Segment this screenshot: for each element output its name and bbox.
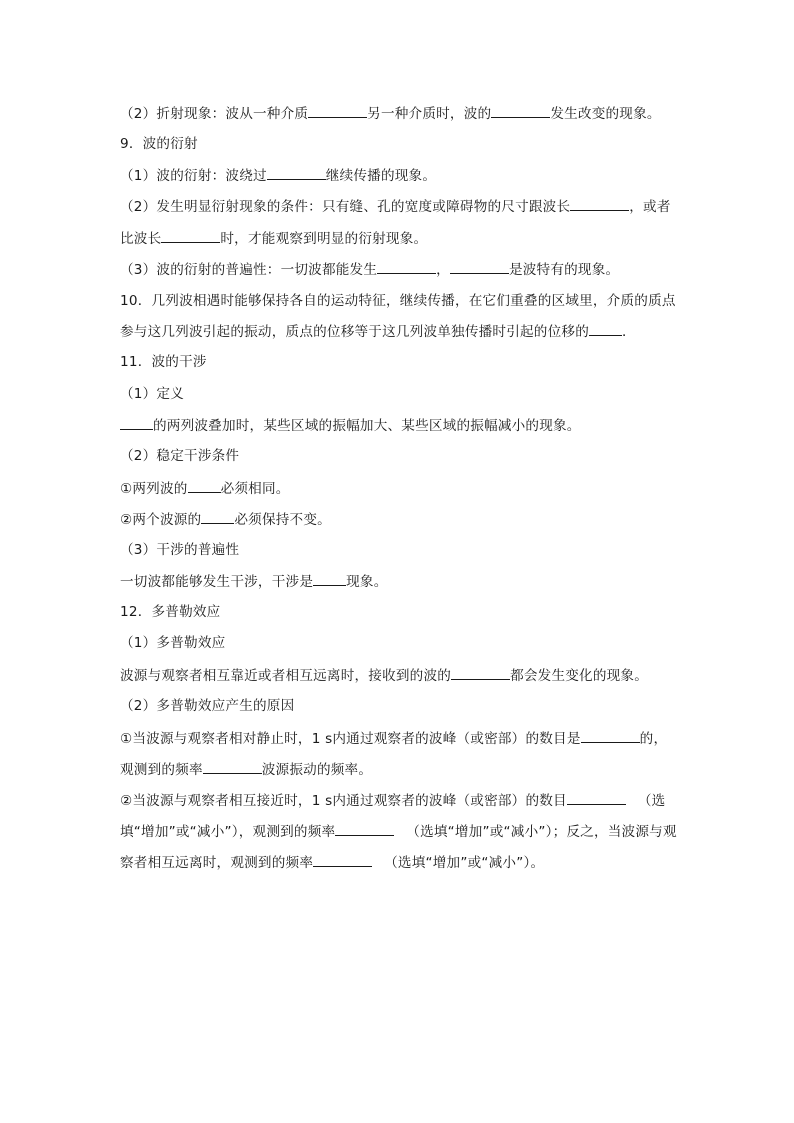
interference-condition-2: ②两个波源的 必须保持不变。	[120, 509, 331, 530]
doppler-cause-2-cont-2: 察者相互远离时，观测到的频率 （选填“增加”或“减小”）。	[120, 852, 544, 873]
answer-blank[interactable]	[313, 571, 346, 586]
answer-blank[interactable]	[570, 196, 629, 211]
interference-universality-line: 一切波都能够发生干涉，干涉是 现象。	[120, 571, 388, 592]
doppler-cause-2: ②当波源与观察者相互接近时，1 s内通过观察者的波峰（或密部）的数目 （选	[120, 790, 665, 811]
answer-blank[interactable]	[335, 821, 394, 836]
answer-blank[interactable]	[203, 759, 262, 774]
answer-blank[interactable]	[491, 103, 550, 118]
answer-blank[interactable]	[308, 103, 367, 118]
answer-blank[interactable]	[451, 665, 510, 680]
doppler-cause-heading: （2）多普勒效应产生的原因	[120, 698, 295, 714]
section-11-heading: 11．波的干涉	[120, 354, 207, 370]
answer-blank[interactable]	[567, 790, 626, 805]
diffraction-condition-line-cont: 比波长 时，才能观察到明显的衍射现象。	[120, 228, 427, 249]
doppler-cause-1-cont: 观测到的频率 波源振动的频率。	[120, 759, 372, 780]
answer-blank[interactable]	[161, 228, 220, 243]
answer-blank[interactable]	[201, 509, 234, 524]
interference-condition-1: ①两列波的 必须相同。	[120, 478, 290, 499]
answer-blank[interactable]	[267, 165, 326, 180]
interference-condition-heading: （2）稳定干涉条件	[120, 448, 240, 464]
superposition-line: 10．几列波相遇时能够保持各自的运动特征，继续传播，在它们重叠的区域里，介质的质点	[120, 293, 676, 309]
doppler-definition-line: 波源与观察者相互靠近或者相互远离时，接收到的波的 都会发生变化的现象。	[120, 665, 648, 686]
superposition-line-cont: 参与这几列波引起的振动，质点的位移等于这几列波单独传播时引起的位移的 ．	[120, 321, 636, 342]
diffraction-definition-line: （1）波的衍射：波绕过 继续传播的现象。	[120, 165, 436, 186]
refraction-definition-line: （2）折射现象：波从一种介质 另一种介质时，波的 发生改变的现象。	[120, 103, 661, 124]
interference-definition-line: 的两列波叠加时，某些区域的振幅加大、某些区域的振幅减小的现象。	[120, 415, 581, 436]
answer-blank[interactable]	[188, 478, 221, 493]
answer-blank[interactable]	[450, 259, 509, 274]
section-12-heading: 12．多普勒效应	[120, 604, 221, 620]
answer-blank[interactable]	[589, 321, 622, 336]
doppler-cause-1: ①当波源与观察者相对静止时，1 s内通过观察者的波峰（或密部）的数目是 的，	[120, 728, 667, 749]
answer-blank[interactable]	[120, 415, 153, 430]
answer-blank[interactable]	[377, 259, 436, 274]
answer-blank[interactable]	[313, 852, 372, 867]
interference-definition-heading: （1）定义	[120, 386, 185, 402]
doppler-cause-2-cont: 填“增加”或“减小”），观测到的频率 （选填“增加”或“减小”）；反之，当波源与观	[120, 821, 677, 842]
answer-blank[interactable]	[581, 728, 640, 743]
doppler-heading: （1）多普勒效应	[120, 635, 226, 651]
diffraction-universality-line: （3）波的衍射的普遍性：一切波都能发生 ， 是波特有的现象。	[120, 259, 619, 280]
diffraction-condition-line: （2）发生明显衍射现象的条件：只有缝、孔的宽度或障碍物的尺寸跟波长 ，或者	[120, 196, 671, 217]
section-9-heading: 9．波的衍射	[120, 136, 198, 152]
interference-universality-heading: （3）干涉的普遍性	[120, 542, 240, 558]
